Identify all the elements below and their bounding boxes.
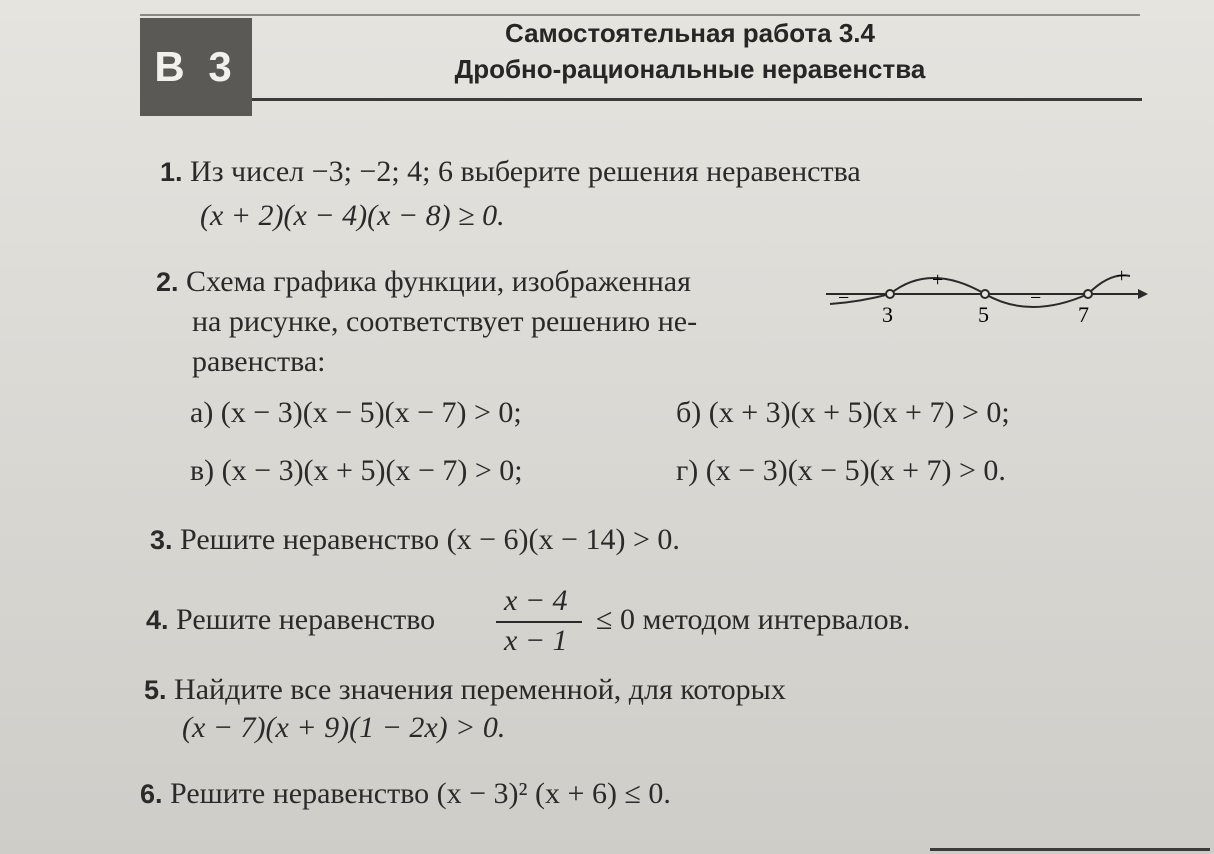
point-7-marker [1084, 290, 1092, 298]
task-6 [140, 774, 671, 814]
point-label: 3 [882, 302, 893, 327]
task-text: Найдите все значения переменной, для которых [174, 673, 786, 706]
variant-label: В 3 [154, 43, 238, 90]
sign-label: − [838, 287, 850, 309]
task-5 [144, 670, 786, 710]
task-text: Схема графика функции, изображенная [186, 265, 691, 298]
task-2-text-line2: на рисунке, соответствует решению не- [192, 305, 698, 338]
fraction-denominator: x − 1 [504, 624, 568, 657]
option-v: в) (x − 3)(x + 5)(x − 7) > 0; [190, 454, 523, 487]
worksheet-title: Самостоятельная работа 3.4 [505, 18, 875, 48]
sign-label: + [1116, 265, 1128, 287]
task-text: Решите неравенство (x − 3)² (x + 6) ≤ 0. [170, 777, 671, 810]
task-2 [156, 262, 691, 302]
sign-scheme-diagram [820, 258, 1150, 330]
task-5-inequality: (x − 7)(x + 9)(1 − 2x) > 0. [182, 711, 506, 744]
fraction-bar [496, 621, 582, 623]
task-text: Решите неравенство [176, 603, 436, 636]
option-a: а) (x − 3)(x − 5)(x − 7) > 0; [190, 396, 522, 429]
point-5-marker [981, 290, 989, 298]
task-number: 5. [144, 675, 167, 705]
task-1 [160, 152, 861, 192]
option-b: б) (x + 3)(x + 5)(x + 7) > 0; [676, 396, 1010, 429]
task-3 [150, 520, 680, 560]
task-number: 2. [156, 267, 179, 297]
header-top-rule [140, 14, 1140, 16]
point-label: 7 [1078, 302, 1089, 327]
sign-label: − [1030, 287, 1042, 309]
task-number: 3. [150, 525, 173, 555]
task-4-tail: ≤ 0 методом интервалов. [596, 603, 911, 636]
point-3-marker [886, 290, 894, 298]
task-number: 1. [160, 157, 183, 187]
task-1-inequality: (x + 2)(x − 4)(x − 8) ≥ 0. [200, 199, 505, 232]
fraction-numerator: x − 4 [504, 584, 568, 617]
worksheet-subtitle: Дробно-рациональные неравенства [454, 54, 926, 84]
point-label: 5 [978, 302, 989, 327]
task-text: Решите неравенство (x − 6)(x − 14) > 0. [180, 523, 680, 556]
task-number: 4. [146, 605, 169, 635]
option-g: г) (x − 3)(x − 5)(x + 7) > 0. [676, 454, 1006, 487]
task-number: 6. [140, 779, 163, 809]
task-2-text-line3: равенства: [192, 345, 326, 378]
variant-badge [140, 18, 252, 116]
task-text: Из чисел −3; −2; 4; 6 выберите решения неравенства [190, 155, 861, 188]
task-4 [146, 600, 435, 640]
sign-label: + [932, 269, 944, 291]
bottom-rule [930, 848, 1210, 851]
arrow-head-icon [1138, 289, 1148, 299]
header-bottom-rule [252, 98, 1142, 101]
